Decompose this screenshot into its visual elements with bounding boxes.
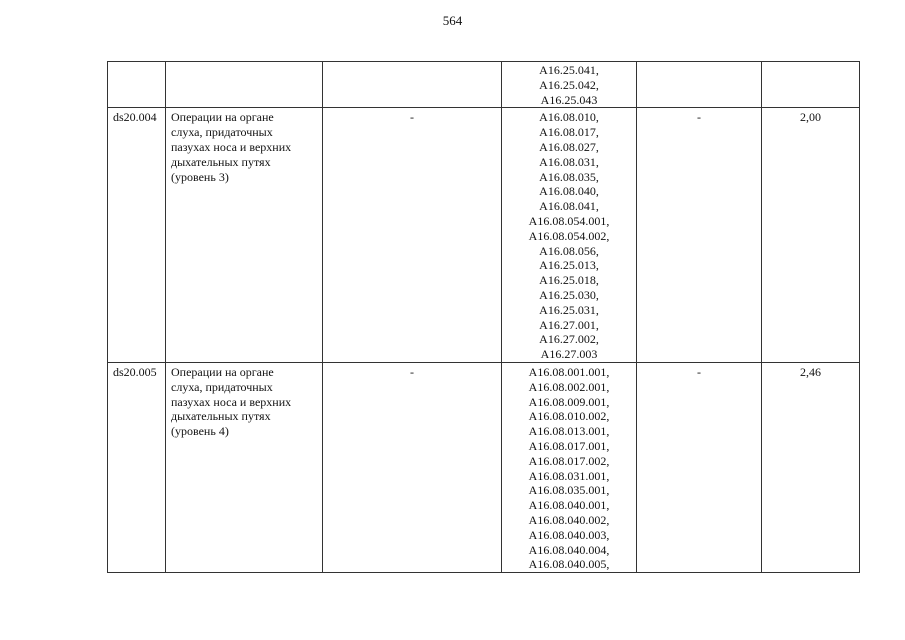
cell-code bbox=[108, 62, 166, 108]
cell-line: A16.08.017.001, bbox=[528, 438, 610, 453]
table-row-continuation bbox=[108, 62, 860, 108]
cell-line: A16.08.001.001, bbox=[528, 364, 610, 379]
cell-line: A16.25.013, bbox=[539, 258, 599, 273]
cell-dash bbox=[323, 62, 502, 108]
cell-line: A16.08.054.001, bbox=[528, 213, 610, 228]
cell-coefficient: 2,46 bbox=[762, 362, 860, 572]
table-row bbox=[108, 108, 860, 363]
cell-code: ds20.004 bbox=[108, 108, 166, 363]
cell-line: A16.08.010.002, bbox=[528, 409, 610, 424]
cell-line: A16.25.031, bbox=[539, 302, 599, 317]
cell-line: A16.08.040.005, bbox=[528, 557, 610, 572]
cell-line: A16.27.002, bbox=[539, 332, 599, 347]
cell-line: (уровень 4) bbox=[171, 424, 229, 439]
cell-services bbox=[502, 362, 637, 572]
cell-name bbox=[166, 108, 323, 363]
cell-line: дыхательных путях bbox=[171, 409, 271, 424]
cell-line: A16.25.041, bbox=[539, 63, 599, 77]
cell-line: A16.08.017, bbox=[539, 125, 599, 140]
cell-dash: - bbox=[323, 362, 502, 572]
cell-line: A16.25.018, bbox=[539, 273, 599, 288]
cell-coefficient bbox=[762, 62, 860, 108]
cell-dash-2: - bbox=[637, 362, 762, 572]
cell-dash: - bbox=[323, 108, 502, 363]
cell-line: A16.25.043 bbox=[540, 92, 598, 107]
cell-line: (уровень 3) bbox=[171, 169, 229, 184]
cell-code: ds20.005 bbox=[108, 362, 166, 572]
cell-line: A16.08.040.001, bbox=[528, 498, 610, 513]
cell-line: пазухах носа и верхних bbox=[171, 139, 292, 154]
cell-name bbox=[166, 62, 323, 108]
cell-line: A16.08.040.003, bbox=[528, 527, 610, 542]
table-row bbox=[108, 362, 860, 572]
cell-dash-2 bbox=[637, 62, 762, 108]
cell-line: A16.08.040.002, bbox=[528, 512, 610, 527]
cell-line: A16.08.027, bbox=[539, 139, 599, 154]
cell-coefficient: 2,00 bbox=[762, 108, 860, 363]
cell-line: Операции на органе bbox=[171, 110, 274, 125]
cell-line: A16.08.040.004, bbox=[528, 542, 610, 557]
cell-line: A16.08.041, bbox=[539, 199, 599, 214]
cell-dash-2: - bbox=[637, 108, 762, 363]
cell-line: A16.25.030, bbox=[539, 287, 599, 302]
cell-line: A16.08.035, bbox=[539, 169, 599, 184]
cell-line: A16.08.035.001, bbox=[528, 483, 610, 498]
cell-line: дыхательных путях bbox=[171, 154, 271, 169]
cell-line: A16.08.010, bbox=[539, 110, 599, 125]
cell-line: слуха, придаточных bbox=[171, 379, 273, 394]
cell-line: A16.08.031.001, bbox=[528, 468, 610, 483]
cell-line: A16.08.054.002, bbox=[528, 228, 610, 243]
page-number: 564 bbox=[442, 13, 463, 28]
cell-line: A16.08.040, bbox=[539, 184, 599, 199]
cell-line: A16.08.002.001, bbox=[528, 379, 610, 394]
cell-services bbox=[502, 108, 637, 363]
cell-line: A16.27.001, bbox=[539, 317, 599, 332]
cell-line: пазухах носа и верхних bbox=[171, 394, 292, 409]
cell-services bbox=[502, 62, 637, 108]
cell-line: A16.08.013.001, bbox=[528, 424, 610, 439]
cell-name bbox=[166, 362, 323, 572]
cell-line: A16.25.042, bbox=[539, 77, 599, 92]
cell-line: A16.08.056, bbox=[539, 243, 599, 258]
cell-line: слуха, придаточных bbox=[171, 125, 273, 140]
cell-line: Операции на органе bbox=[171, 364, 274, 379]
cell-line: A16.08.031, bbox=[539, 154, 599, 169]
tariff-table bbox=[107, 61, 860, 573]
cell-line: A16.08.017.002, bbox=[528, 453, 610, 468]
cell-line: A16.08.009.001, bbox=[528, 394, 610, 409]
cell-line: A16.27.003 bbox=[540, 347, 598, 362]
